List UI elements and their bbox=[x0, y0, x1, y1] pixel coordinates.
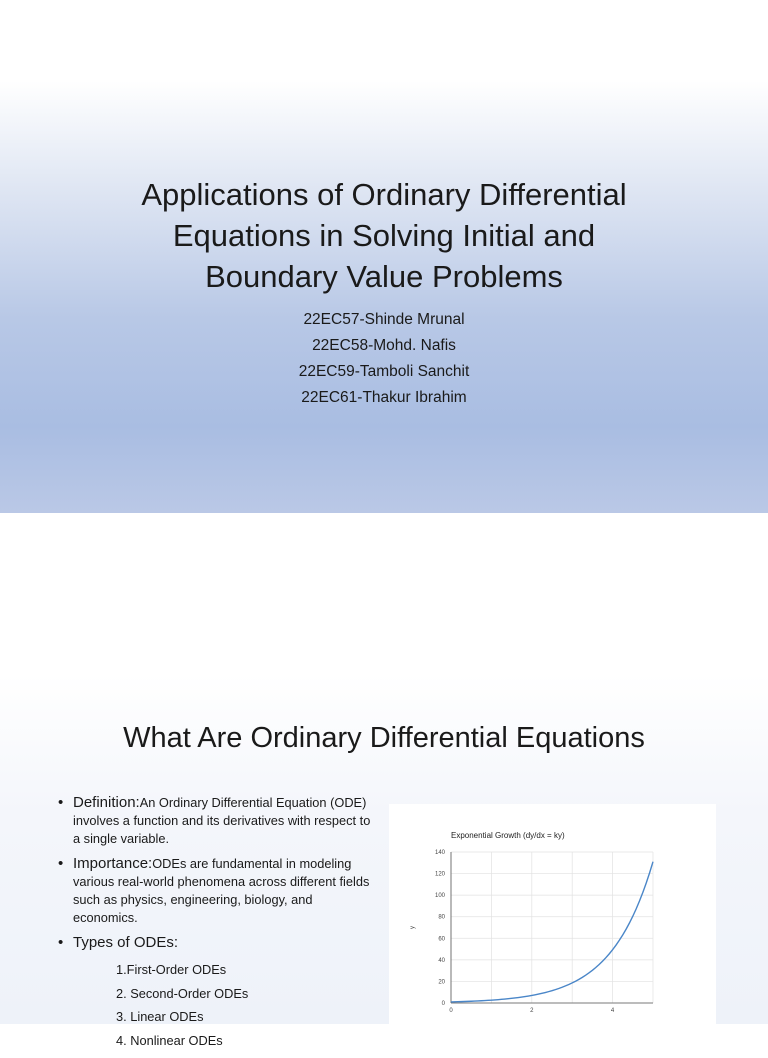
y-axis-label: y bbox=[410, 926, 416, 929]
y-tick-label: 100 bbox=[434, 893, 445, 900]
chart-series bbox=[451, 862, 653, 1002]
x-tick-label: 4 bbox=[610, 1008, 615, 1014]
presentation-title bbox=[40, 174, 728, 297]
y-tick-label: 0 bbox=[441, 1001, 445, 1007]
list-item: 3. Linear ODEs bbox=[116, 1009, 204, 1024]
chart-canvas bbox=[389, 804, 716, 1034]
list-item: 2. Second-Order ODEs bbox=[116, 985, 249, 1001]
y-tick-label: 120 bbox=[434, 871, 445, 878]
author-item: 22EC59-Tamboli Sanchit bbox=[298, 363, 470, 380]
author-list bbox=[0, 307, 768, 411]
bullet-dot-icon: • bbox=[58, 934, 64, 951]
y-tick-label: 80 bbox=[438, 914, 445, 921]
bullet-body: An Ordinary Differential Equation (ODE) involves a function and its derivatives with respect to a single variable. bbox=[73, 795, 371, 846]
slide-title: What Are Ordinary Differential Equations bbox=[123, 722, 645, 754]
ode-intro-slide bbox=[0, 674, 768, 1048]
x-tick-label: 0 bbox=[449, 1008, 453, 1014]
bullet-importance bbox=[58, 854, 378, 927]
y-tick-label: 20 bbox=[438, 979, 445, 986]
bullet-list bbox=[58, 793, 378, 1058]
x-tick-label: 2 bbox=[530, 1008, 534, 1014]
bullet-dot-icon: • bbox=[58, 794, 64, 811]
list-item: 1.First-Order ODEs bbox=[116, 962, 227, 977]
author-item: 22EC58-Mohd. Nafis bbox=[312, 337, 456, 354]
title-line: Equations in Solving Initial and bbox=[172, 218, 596, 253]
bullet-lead: Definition: bbox=[73, 794, 140, 811]
author-item: 22EC57-Shinde Mrunal bbox=[303, 311, 465, 328]
x-axis-ticks bbox=[449, 1008, 615, 1014]
y-tick-label: 140 bbox=[434, 850, 445, 856]
title-line: Boundary Value Problems bbox=[205, 259, 563, 294]
bullet-definition bbox=[58, 793, 378, 848]
series-line bbox=[451, 862, 653, 1002]
y-tick-label: 40 bbox=[438, 957, 445, 964]
list-item: 4. Nonlinear ODEs bbox=[116, 1032, 223, 1048]
author-item: 22EC61-Thakur Ibrahim bbox=[301, 389, 467, 406]
bullet-body: ODEs are fundamental in modeling various real-world phenomena across different fields such as physics, engineering, biology, and economics. bbox=[73, 856, 370, 925]
ode-types-list bbox=[73, 958, 378, 1052]
bullet-types bbox=[58, 933, 378, 1052]
bullet-lead: Importance: bbox=[73, 855, 153, 872]
bullet-dot-icon: • bbox=[58, 855, 64, 872]
exponential-growth-chart bbox=[389, 804, 716, 1034]
chart-grid bbox=[451, 852, 653, 1003]
chart-title: Exponential Growth (dy/dx = ky) bbox=[451, 831, 565, 840]
y-tick-label: 60 bbox=[438, 936, 445, 943]
title-line: Applications of Ordinary Differential bbox=[141, 177, 627, 212]
bullet-lead: Types of ODEs: bbox=[73, 934, 179, 951]
y-axis-ticks bbox=[435, 850, 446, 1007]
title-slide bbox=[0, 81, 768, 513]
